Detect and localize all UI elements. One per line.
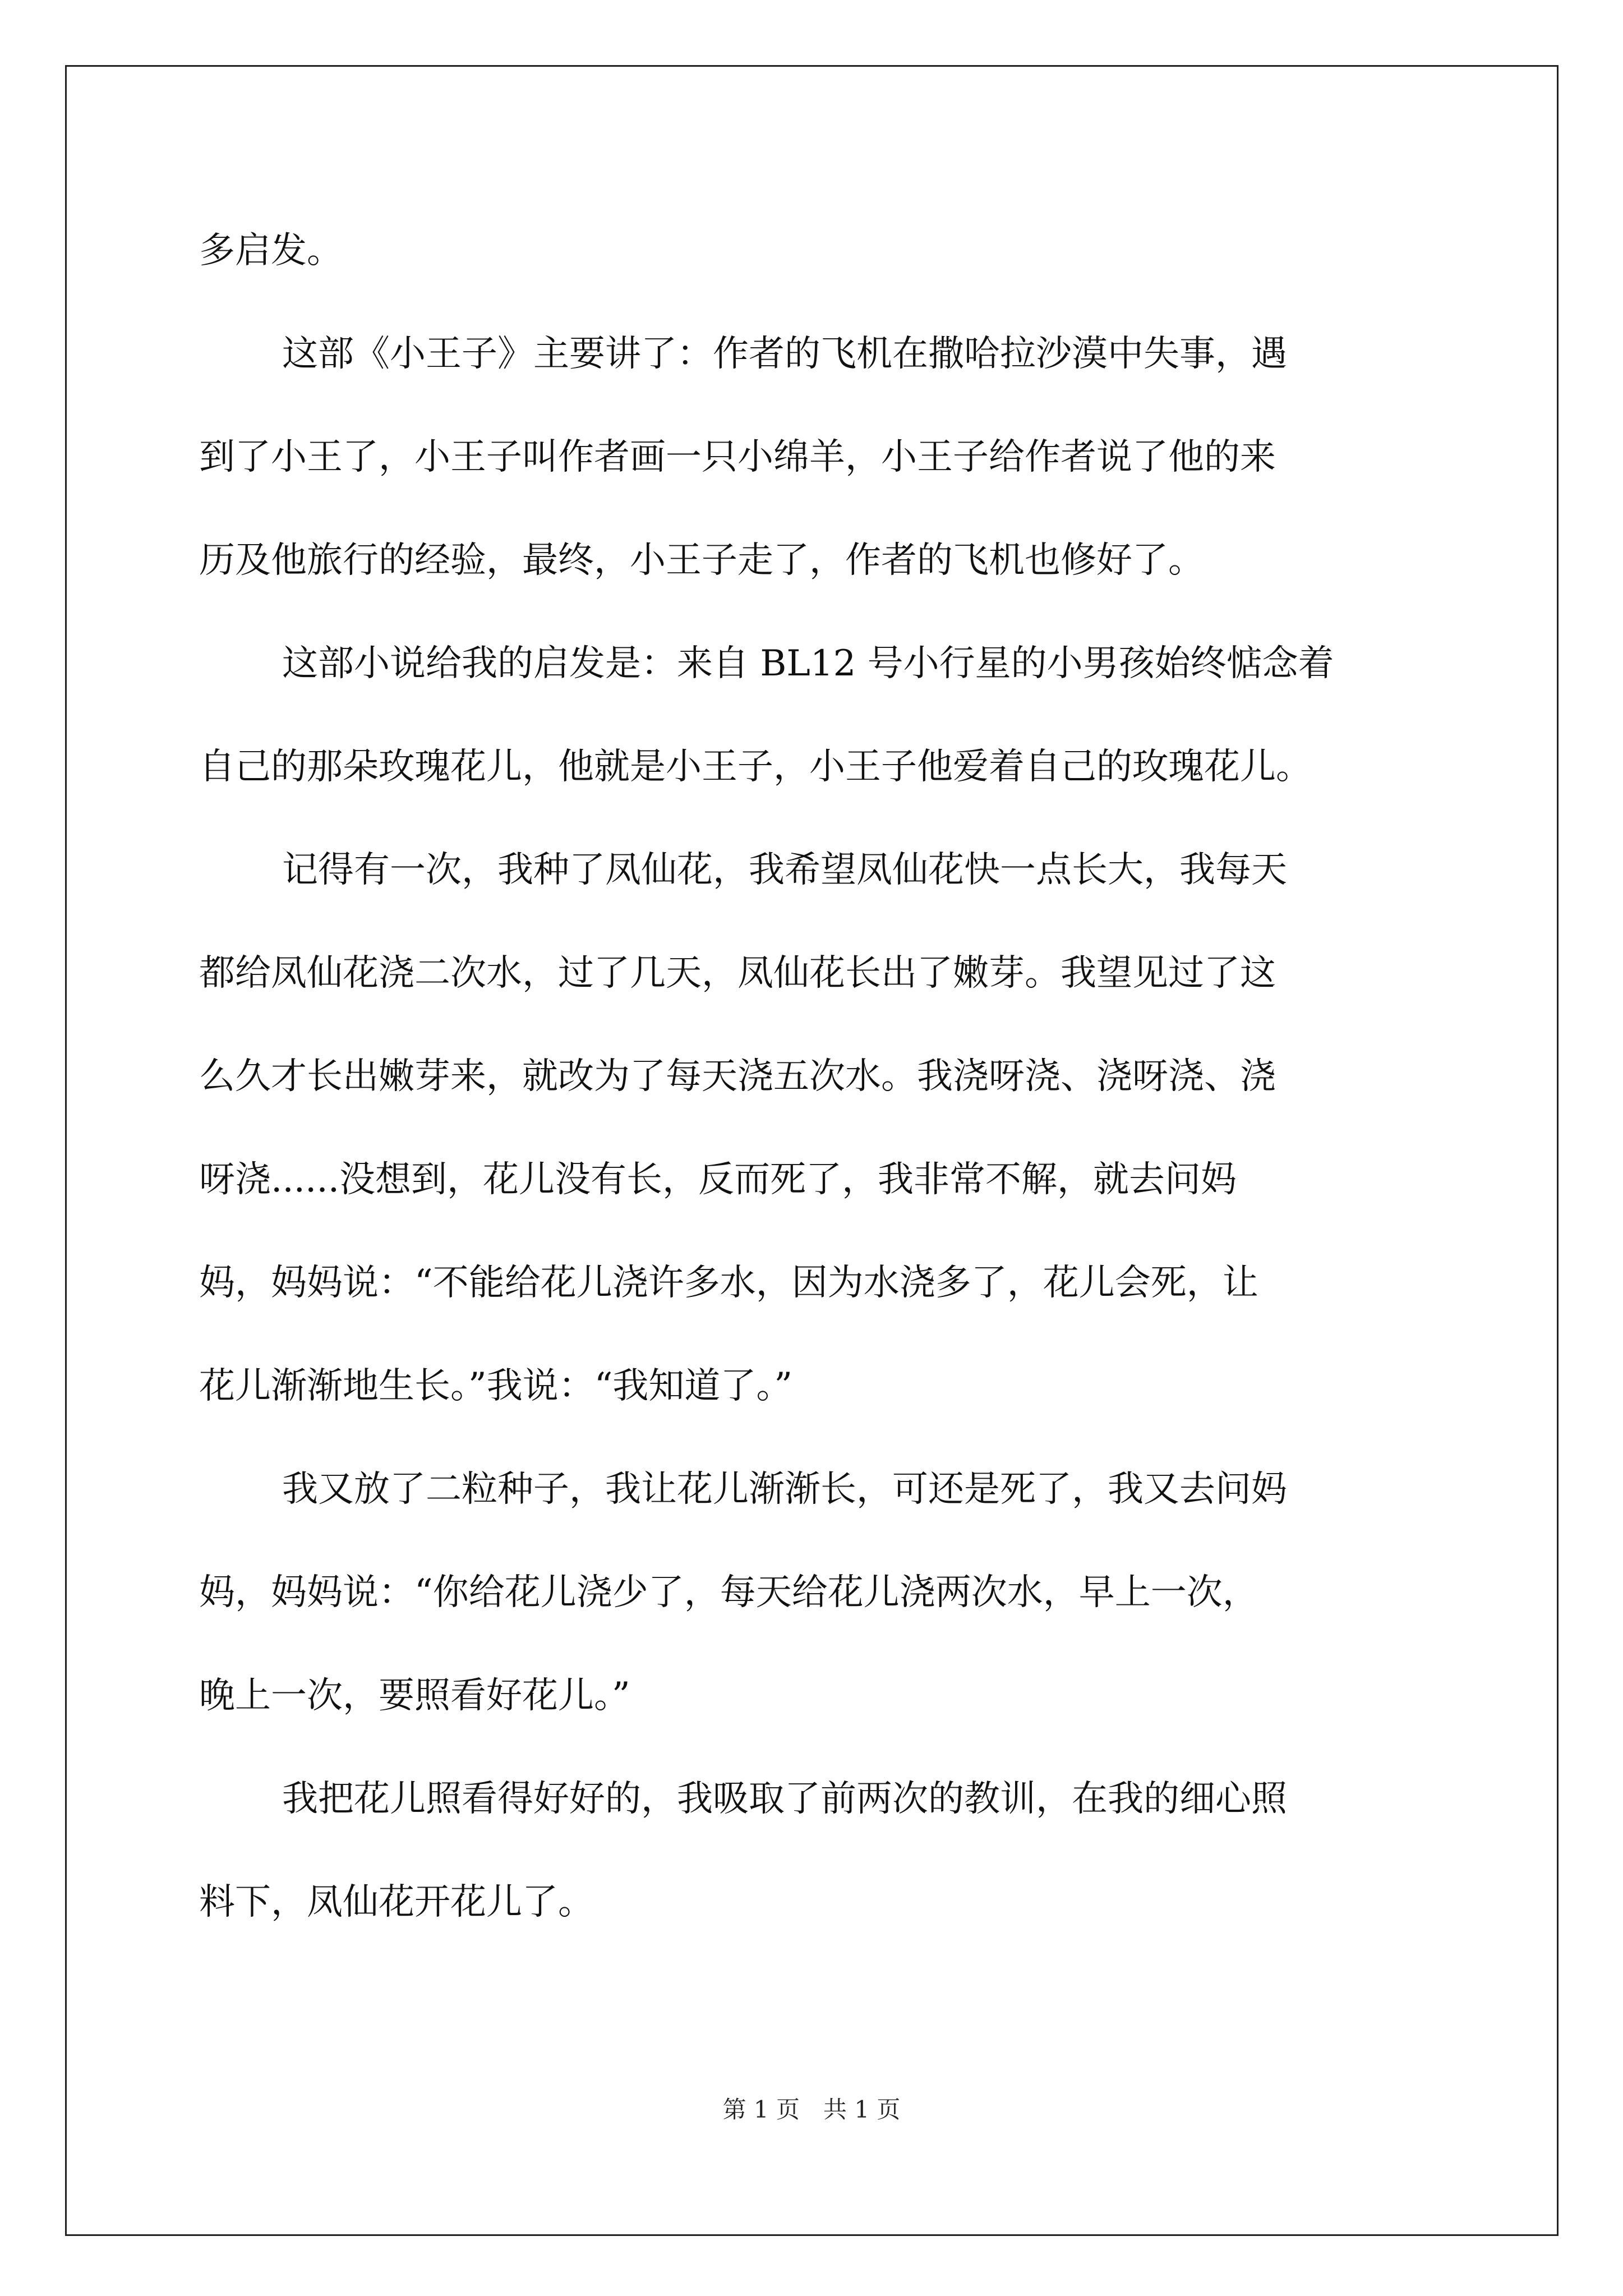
text-line: 记得有一次，我种了凤仙花，我希望凤仙花快一点长大，我每天 (282, 849, 1287, 891)
paragraph-5 (199, 1438, 1441, 1747)
document-body (199, 199, 1441, 1954)
text-line: 妈，妈妈说：“你给花儿浇少了，每天给花儿浇两次水，早上一次， (199, 1572, 1258, 1613)
paragraph-1 (199, 199, 1441, 302)
text-line: 自己的那朵玫瑰花儿，他就是小王子，小王子他爱着自己的玫瑰花儿。 (199, 746, 1312, 788)
paragraph-2 (199, 302, 1441, 612)
paragraph-6 (199, 1747, 1441, 1954)
text-line: 这部小说给我的启发是：来自 BL12 号小行星的小男孩始终惦念着 (282, 643, 1334, 684)
paragraph-4 (199, 818, 1441, 1438)
text-line: 到了小王了，小王子叫作者画一只小绵羊，小王子给作者说了他的来 (199, 436, 1276, 478)
text-line: 我把花儿照看得好好的，我吸取了前两次的教训，在我的细心照 (282, 1778, 1287, 1820)
paragraph-3 (199, 612, 1441, 818)
text-line: 都给凤仙花浇二次水，过了几天，凤仙花长出了嫩芽。我望见过了这 (199, 953, 1276, 994)
text-line: 妈，妈妈说：“不能给花儿浇许多水，因为水浇多了，花儿会死，让 (199, 1262, 1258, 1304)
text-line: 这部《小王子》主要讲了：作者的飞机在撒哈拉沙漠中失事，遇 (282, 333, 1287, 375)
text-line: 花儿渐渐地生长。”我说：“我知道了。” (199, 1365, 793, 1407)
text-line: 么久才长出嫩芽来，就改为了每天浇五次水。我浇呀浇、浇呀浇、浇 (199, 1056, 1276, 1097)
page-footer: 第 1 页 共 1 页 (722, 2096, 901, 2123)
text-line: 料下，凤仙花开花儿了。 (199, 1881, 594, 1923)
text-line: 呀浇......没想到，花儿没有长，反而死了，我非常不解，就去问妈 (199, 1159, 1237, 1200)
text-line: 晚上一次，要照看好花儿。” (199, 1675, 630, 1717)
text-line: 历及他旅行的经验，最终，小王子走了，作者的飞机也修好了。 (199, 540, 1204, 581)
text-line: 多启发。 (199, 230, 343, 272)
text-line: 我又放了二粒种子，我让花儿渐渐长，可还是死了，我又去问妈 (282, 1469, 1287, 1510)
